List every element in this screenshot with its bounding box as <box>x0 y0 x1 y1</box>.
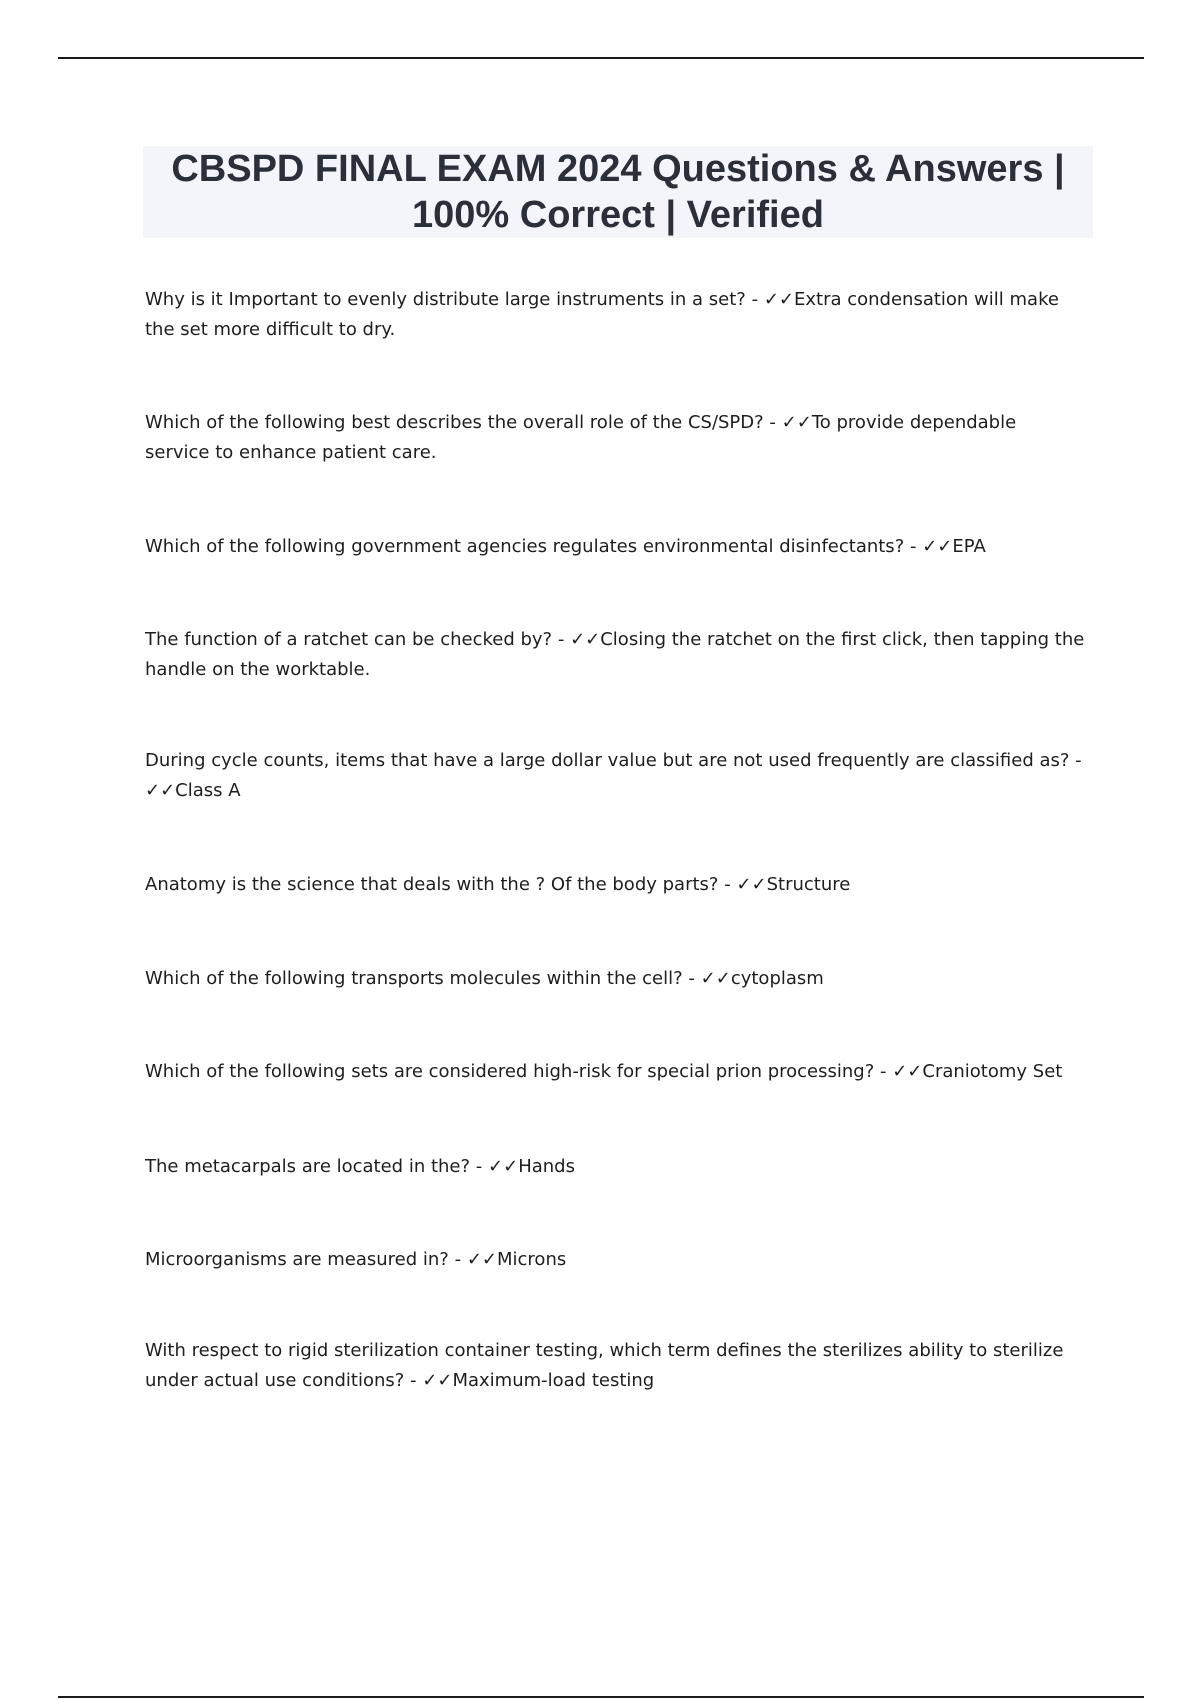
check-icon: ✓✓ <box>488 1156 519 1177</box>
question-text: Anatomy is the science that deals with the ? Of the body parts? <box>145 874 719 895</box>
check-icon: ✓✓ <box>700 968 731 989</box>
separator: - <box>470 1156 489 1177</box>
qa-item-4 <box>145 625 1085 685</box>
separator: - <box>682 968 701 989</box>
separator: - <box>763 412 782 433</box>
page-title: CBSPD FINAL EXAM 2024 Questions & Answers | 100% Correct | Verified <box>171 148 1065 236</box>
title-banner <box>143 146 1093 238</box>
answer-text: Craniotomy Set <box>922 1061 1063 1082</box>
check-icon: ✓✓ <box>145 780 176 801</box>
separator: - <box>552 629 571 650</box>
answer-text: To provide dependable service to enhance patient care. <box>145 412 1017 463</box>
question-text: Microorganisms are measured in? <box>145 1249 449 1270</box>
qa-item-1 <box>145 285 1085 345</box>
qa-item-3 <box>145 532 1085 562</box>
qa-item-11 <box>145 1336 1085 1396</box>
question-text: Why is it Important to evenly distribute large instruments in a set? <box>145 289 746 310</box>
bottom-rule <box>58 1696 1144 1698</box>
question-text: The metacarpals are located in the? <box>145 1156 471 1177</box>
qa-item-10 <box>145 1245 1085 1275</box>
answer-text: Maximum-load testing <box>452 1370 655 1391</box>
answer-text: Hands <box>518 1156 575 1177</box>
check-icon: ✓✓ <box>466 1249 497 1270</box>
answer-text: cytoplasm <box>730 968 824 989</box>
check-icon: ✓✓ <box>922 536 953 557</box>
answer-text: Microns <box>497 1249 567 1270</box>
top-rule <box>58 57 1144 59</box>
question-text: Which of the following sets are considered high-risk for special prion processing? <box>145 1061 875 1082</box>
check-icon: ✓✓ <box>736 874 767 895</box>
separator: - <box>904 536 923 557</box>
separator: - <box>718 874 737 895</box>
separator: - <box>874 1061 893 1082</box>
qa-item-6 <box>145 870 1085 900</box>
question-text: During cycle counts, items that have a large dollar value but are not used frequently are classified as? <box>145 750 1070 771</box>
qa-item-5 <box>145 746 1085 806</box>
separator: - <box>745 289 764 310</box>
question-text: Which of the following best describes the overall role of the CS/SPD? <box>145 412 764 433</box>
answer-text: Structure <box>766 874 851 895</box>
question-text: The function of a ratchet can be checked by? <box>145 629 553 650</box>
answer-text: EPA <box>952 536 986 557</box>
qa-item-2 <box>145 408 1085 468</box>
question-text: Which of the following transports molecules within the cell? <box>145 968 683 989</box>
qa-item-7 <box>145 964 1085 994</box>
check-icon: ✓✓ <box>422 1370 453 1391</box>
separator: - <box>448 1249 467 1270</box>
answer-text: Closing the ratchet on the first click, then tapping the handle on the worktable. <box>145 629 1085 680</box>
check-icon: ✓✓ <box>763 289 794 310</box>
qa-item-8 <box>145 1057 1085 1087</box>
answer-text: Extra condensation will make the set more difficult to dry. <box>145 289 1059 340</box>
question-text: With respect to rigid sterilization container testing, which term defines the sterilizes ability to sterilize under actual use conditions? <box>145 1340 1064 1391</box>
check-icon: ✓✓ <box>570 629 601 650</box>
separator: - <box>404 1370 423 1391</box>
check-icon: ✓✓ <box>892 1061 923 1082</box>
check-icon: ✓✓ <box>781 412 812 433</box>
answer-text: Class A <box>175 780 241 801</box>
qa-item-9 <box>145 1152 1085 1182</box>
question-text: Which of the following government agencies regulates environmental disinfectants? <box>145 536 905 557</box>
separator: - <box>1069 750 1082 771</box>
